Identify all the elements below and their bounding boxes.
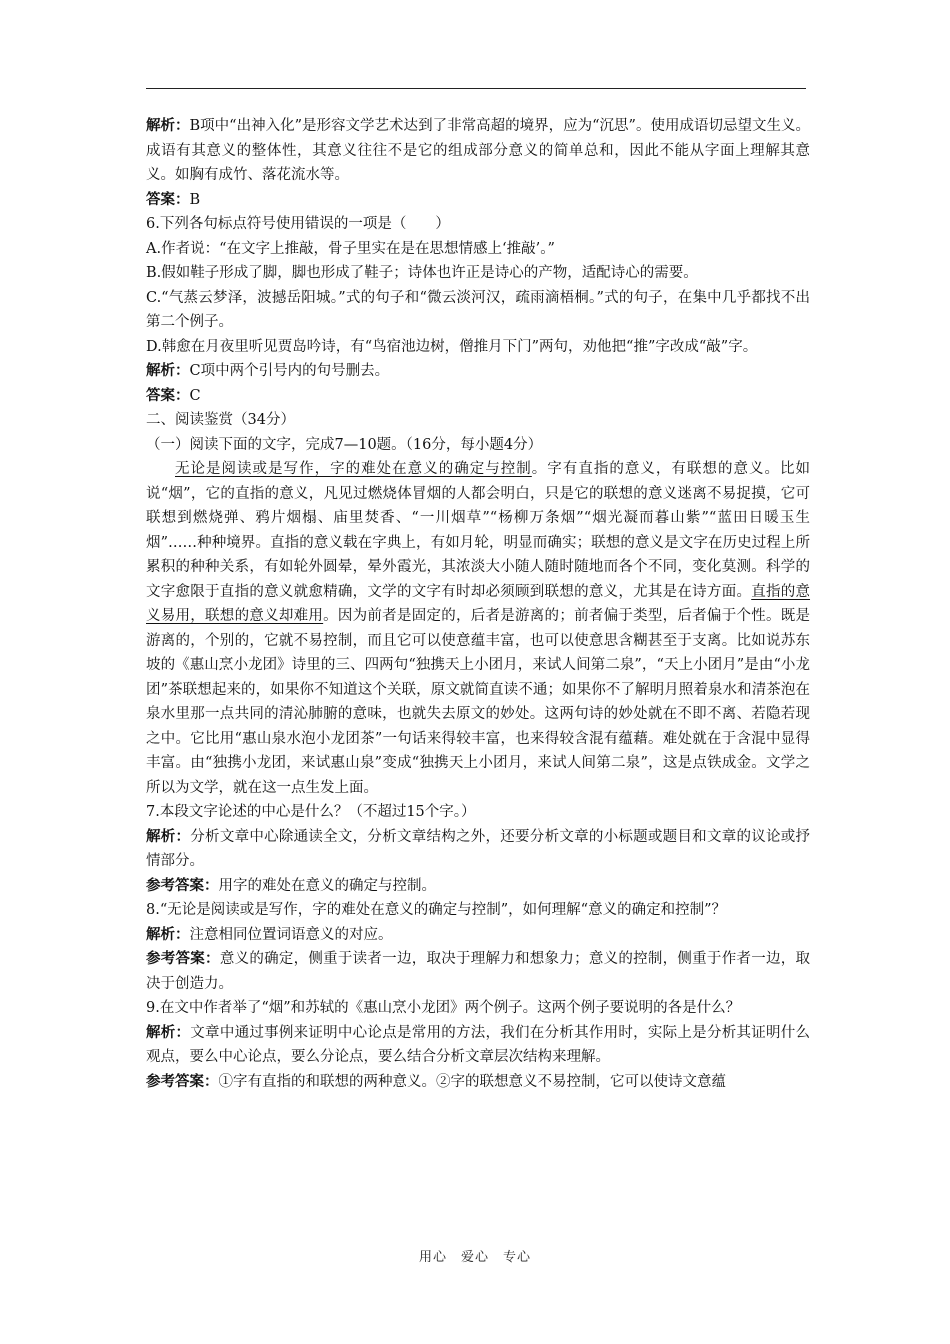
passage-underline-2: 直指的意义易用，联想的意义却难用 xyxy=(146,583,811,624)
analysis-label: 解析： xyxy=(146,925,190,943)
q9-answer-text: ①字有直指的和联想的两种意义。②字的联想意义不易控制，它可以使诗文意蕴 xyxy=(218,1073,726,1090)
analysis-label: 解析： xyxy=(146,1023,191,1041)
q5-analysis-text: B项中“出神入化”是形容文学艺术达到了非常高超的境界，应为“沉思”。使用成语切忌望文生义。成语有其意义的整体性，其意义往往不是它的组成部分意义的简单总和，因此不能从字面上理解其意义。如胸有成竹、落花流水等。 xyxy=(146,118,810,183)
reference-answer-label: 参考答案： xyxy=(146,950,220,967)
reference-answer-label: 参考答案： xyxy=(146,1072,219,1090)
q9-stem: 9.在文中作者举了“烟”和苏轼的《惠山烹小龙团》两个例子。这两个例子要说明的各是什么？ xyxy=(146,1000,741,1016)
answer-label: 答案： xyxy=(146,386,190,404)
q8-analysis-text: 注意相同位置词语意义的对应。 xyxy=(189,926,393,943)
q6-option-a: A.作者说：“在文字上推敲，骨子里实在是在思想情感上‘推敲’。” xyxy=(146,240,555,257)
q7-answer-text: 用字的难处在意义的确定与控制。 xyxy=(218,877,436,894)
q5-analysis xyxy=(146,114,810,188)
document-body xyxy=(146,114,810,1094)
q8-answer xyxy=(146,947,810,996)
section-heading: 二、阅读鉴赏（34分） xyxy=(146,412,295,428)
header-rule xyxy=(146,88,806,89)
q8-analysis xyxy=(146,923,810,948)
q9-analysis xyxy=(146,1021,810,1070)
q7-analysis xyxy=(146,825,810,874)
reference-answer-label: 参考答案： xyxy=(146,876,219,894)
subsection-heading: （一）阅读下面的文字，完成7—10题。（16分，每小题4分） xyxy=(146,436,543,453)
q5-answer xyxy=(146,188,810,213)
q6-option-b: B.假如鞋子形成了脚，脚也形成了鞋子；诗体也许正是诗心的产物，适配诗心的需要。 xyxy=(146,265,698,281)
analysis-label: 解析： xyxy=(146,117,190,134)
q6-option-d: D.韩愈在月夜里听见贾岛吟诗，有“鸟宿池边树，僧推月下门”两句，劝他把“推”字改成“敲”字。 xyxy=(146,338,758,355)
q6-analysis-text: C项中两个引号内的句号删去。 xyxy=(189,363,390,379)
q8-answer-text: 意义的确定，侧重于读者一边，取决于理解力和想象力；意义的控制，侧重于作者一边，取决于创造力。 xyxy=(146,951,811,992)
passage-underline-1: 无论是阅读或是写作，字的难处在意义的确定与控制 xyxy=(175,461,532,477)
q9-answer xyxy=(146,1070,810,1095)
analysis-label: 解析： xyxy=(146,362,190,379)
q9-analysis-text: 文章中通过事例来证明中心论点是常用的方法，我们在分析其作用时，实际上是分析其证明什么观点，要么中心论点，要么分论点，要么结合分析文章层次结构来理解。 xyxy=(146,1024,811,1065)
q6-stem: 6.下列各句标点符号使用错误的一项是（ ） xyxy=(146,216,450,232)
q7-analysis-text: 分析文章中心除通读全文，分析文章结构之外，还要分析文章的小标题或题目和文章的议论或抒情部分。 xyxy=(146,828,811,869)
reading-passage xyxy=(146,457,810,800)
q8-stem: 8.“无论是阅读或是写作，字的难处在意义的确定与控制”，如何理解“意义的确定和控制”？ xyxy=(146,902,726,918)
q7-answer xyxy=(146,874,810,899)
analysis-label: 解析： xyxy=(146,827,191,845)
answer-label: 答案： xyxy=(146,190,190,208)
q6-analysis xyxy=(146,359,810,384)
q7-stem: 7.本段文字论述的中心是什么？（不超过15个字。） xyxy=(146,804,476,820)
page-footer: 用心 爱心 专心 xyxy=(418,1250,531,1265)
q6-option-c: C.“气蒸云梦泽，波撼岳阳城。”式的句子和“微云淡河汉，疏雨滴梧桐。”式的句子，在集中几乎都找不出第二个例子。 xyxy=(146,289,810,330)
passage-text-2: 。因为前者是固定的，后者是游离的；前者偏于类型，后者偏于个性。既是游离的，个别的，它就不易控制，而且它可以使意蕴丰富，也可以使意思含糊甚至于支离。比如说苏东坡的《惠山烹小龙团》诗里的三、四两句“独携天上小团月，来试人间第二泉”，“天上小团月”是由“小龙团”茶联想起来的，如果你不知道这个关联，原文就简直读不通；如果你不了解明月照着泉水和清茶泡在泉水里那一点共同的清沁肺腑的意味，也就失去原文的妙处。这两句诗的妙处就在不即不离、若隐若现之中。它比用“惠山泉水泡小龙团茶”一句话来得较丰富，也来得较含混有蕴藉。难处就在于含混中显得丰富。由“独携小龙团，来试惠山泉”变成“独携天上小团月，来试人间第二泉”，这是点铁成金。文学之所以为文学，就在这一点生发上面。 xyxy=(146,608,811,796)
q6-answer xyxy=(146,384,810,409)
q6-answer-text: C xyxy=(189,387,201,404)
passage-text-1: 。字有直指的意义，有联想的意义。比如说“烟”，它的直指的意义，凡见过燃烧体冒烟的人都会明白，只是它的联想的意义迷离不易捉摸，它可联想到燃烧弹、鸦片烟榻、庙里焚香、“一川烟草”“杨柳万条烟”“烟光凝而暮山紫”“蓝田日暖玉生烟”……种种境界。直指的意义载在字典上，有如月轮，明显而确实；联想的意义是文字在历史过程上所累积的种种关系，有如轮外圆晕，晕外霞光，其浓淡大小随人随时随地而各个不同，变化莫测。科学的文字愈限于直指的意义就愈精确，文学的文字有时却必须顾到联想的意义，尤其是在诗方面。 xyxy=(146,461,811,600)
q5-answer-text: B xyxy=(189,191,201,208)
